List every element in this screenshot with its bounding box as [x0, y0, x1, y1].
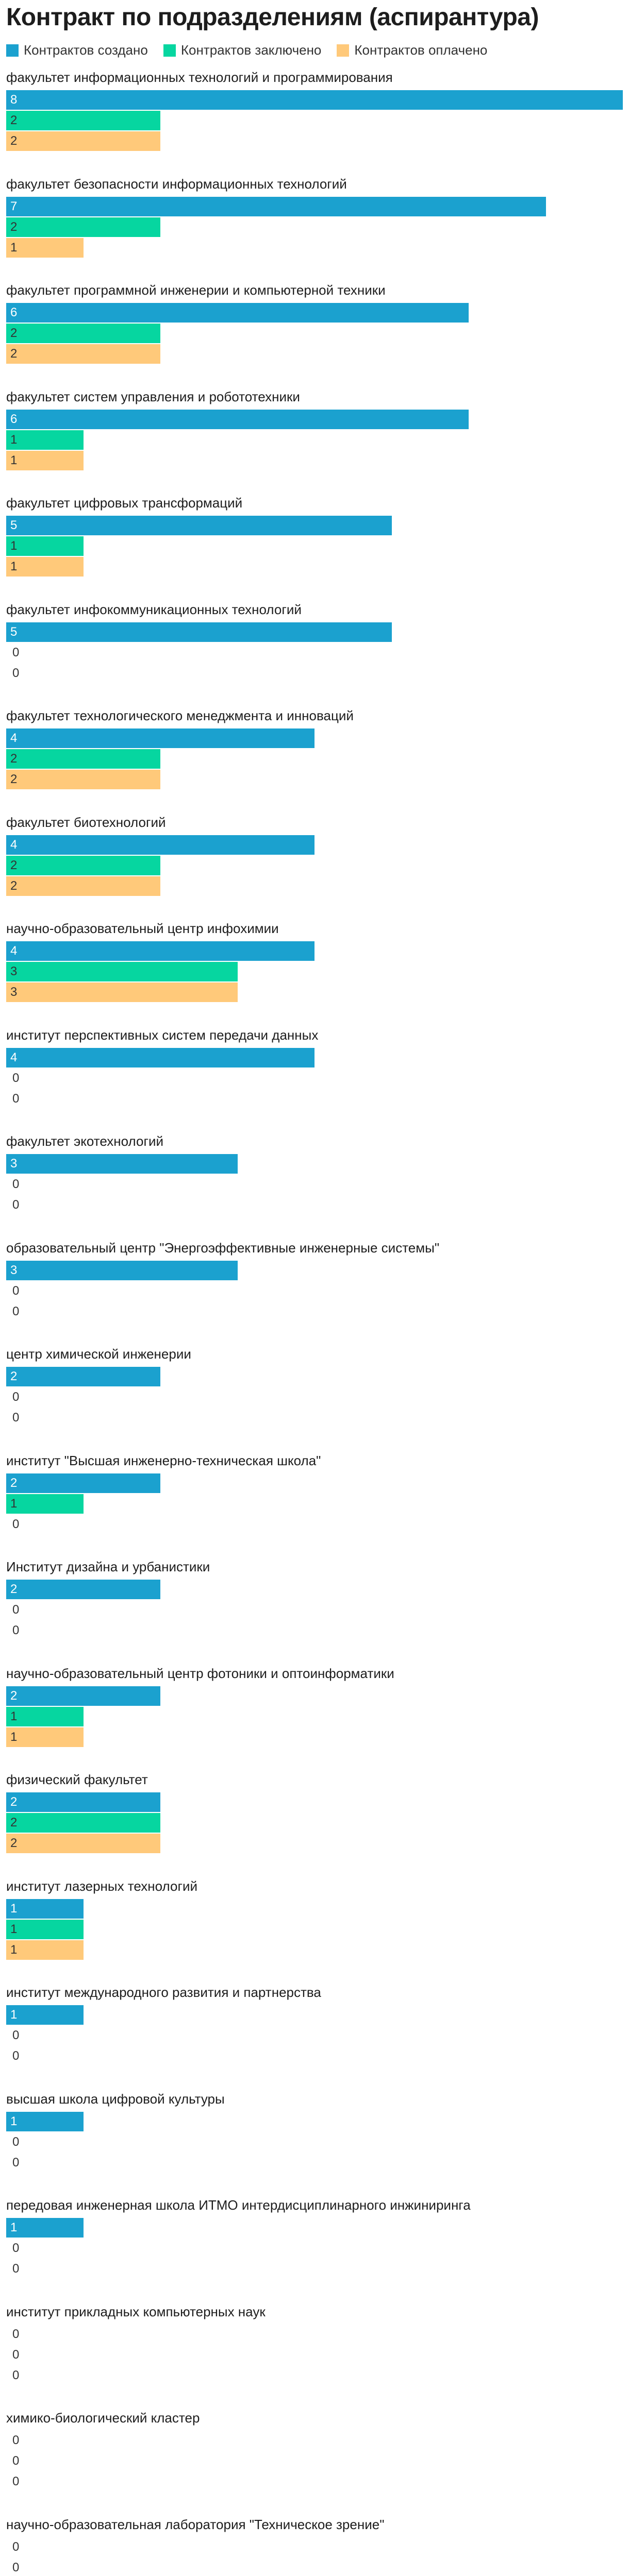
bar-row-paid: [6, 2366, 623, 2385]
bar-row-created: [6, 90, 623, 110]
bar-row-paid: [6, 1621, 623, 1640]
value-label-concluded: 0: [12, 2134, 20, 2149]
bar-row-created: [6, 2218, 623, 2238]
bar-row-created: [6, 410, 623, 429]
value-label-created: 4: [10, 1050, 18, 1064]
bar-row-paid: [6, 2046, 623, 2066]
bar-row-created: [6, 1899, 623, 1919]
category-label: центр химической инженерии: [6, 1346, 191, 1362]
value-label-created: 7: [10, 199, 18, 213]
category-label: физический факультет: [6, 1772, 148, 1787]
category-group: [6, 1346, 623, 1429]
bar-concluded: [6, 962, 238, 981]
value-label-concluded: 3: [10, 964, 18, 978]
category-group: [6, 2091, 623, 2174]
value-label-concluded: 0: [12, 2028, 20, 2042]
bar-row-paid: [6, 664, 623, 683]
value-label-paid: 2: [10, 347, 18, 361]
value-label-created: 2: [10, 1582, 18, 1596]
bar-row-concluded: [6, 430, 623, 450]
category-label: научно-образовательная лаборатория "Техническое зрение": [6, 2516, 385, 2532]
bar-paid: [6, 131, 160, 151]
category-label: передовая инженерная школа ИТМО интердисциплинарного инжиниринга: [6, 2197, 471, 2213]
bar-row-paid: [6, 2259, 623, 2279]
bar-concluded: [6, 1494, 84, 1514]
bar-row-created: [6, 1154, 623, 1174]
bar-concluded: [6, 536, 84, 556]
bar-row-created: [6, 2325, 623, 2344]
bar-row-paid: [6, 2472, 623, 2492]
category-group: [6, 602, 623, 684]
value-label-paid: 1: [10, 240, 18, 255]
value-label-paid: 0: [12, 1517, 20, 1531]
legend-label-created: Контрактов создано: [24, 42, 148, 58]
bar-row-concluded: [6, 2451, 623, 2471]
bar-row-concluded: [6, 1600, 623, 1620]
value-label-concluded: 1: [10, 432, 18, 447]
bar-row-concluded: [6, 643, 623, 663]
value-label-created: 1: [10, 2008, 18, 2022]
bar-concluded: [6, 1920, 84, 1939]
value-label-concluded: 0: [12, 1071, 20, 1085]
category-label: высшая школа цифровой культуры: [6, 2091, 225, 2107]
bar-row-paid: [6, 876, 623, 896]
bar-row-paid: [6, 1727, 623, 1747]
bar-row-paid: [6, 1408, 623, 1428]
value-label-paid: 0: [12, 2475, 20, 2488]
value-label-paid: 1: [10, 1942, 18, 1957]
bar-paid: [6, 876, 160, 896]
bar-row-paid: [6, 2153, 623, 2173]
category-label: научно-образовательный центр фотоники и оптоинформатики: [6, 1665, 394, 1681]
category-group: [6, 1559, 623, 1641]
value-label-concluded: 0: [12, 1603, 20, 1617]
value-label-concluded: 2: [10, 752, 18, 766]
value-label-paid: 2: [10, 878, 18, 893]
category-group: [6, 282, 623, 365]
category-label: факультет безопасности информационных технологий: [6, 176, 347, 192]
category-label: химико-биологический кластер: [6, 2410, 200, 2426]
bar-row-created: [6, 1580, 623, 1599]
bar-created: [6, 1261, 238, 1280]
category-group: [6, 1240, 623, 1323]
category-group: [6, 495, 623, 578]
bar-row-concluded: [6, 2345, 623, 2365]
category-group: [6, 815, 623, 897]
value-label-concluded: 2: [10, 858, 18, 872]
bar-row-concluded: [6, 536, 623, 556]
bar-row-paid: [6, 1515, 623, 1534]
bar-row-paid: [6, 1089, 623, 1109]
value-label-concluded: 0: [12, 1390, 20, 1404]
category-label: факультет экотехнологий: [6, 1133, 164, 1149]
bar-row-created: [6, 1792, 623, 1812]
category-label: институт международного развития и партнерства: [6, 1985, 321, 2000]
bar-created: [6, 303, 469, 323]
bar-row-concluded: [6, 1494, 623, 1514]
value-label-paid: 0: [12, 666, 20, 680]
bar-paid: [6, 982, 238, 1002]
bar-row-created: [6, 303, 623, 323]
value-label-paid: 0: [12, 2155, 20, 2170]
value-label-paid: 2: [10, 1836, 18, 1850]
bar-concluded: [6, 856, 160, 875]
category-label: научно-образовательный центр инфохимии: [6, 921, 279, 936]
bar-row-concluded: [6, 749, 623, 769]
category-group: [6, 1453, 623, 1535]
bar-paid: [6, 451, 84, 470]
value-label-paid: 0: [12, 1198, 20, 1212]
category-label: институт прикладных компьютерных наук: [6, 2303, 266, 2319]
value-label-created: 0: [12, 2539, 20, 2554]
category-group: [6, 2304, 623, 2386]
category-label: институт перспективных систем передачи данных: [6, 1027, 319, 1043]
bar-row-created: [6, 2005, 623, 2025]
value-label-concluded: 0: [12, 1177, 20, 1191]
category-label: факультет цифровых трансформаций: [6, 495, 243, 511]
bar-paid: [6, 1940, 84, 1960]
bar-created: [6, 941, 314, 961]
value-label-created: 1: [10, 1901, 18, 1916]
bar-created: [6, 1048, 314, 1067]
bar-row-paid: [6, 451, 623, 470]
value-label-concluded: 2: [10, 219, 18, 234]
bar-created: [6, 197, 546, 216]
value-label-concluded: 0: [12, 645, 20, 659]
bar-row-created: [6, 1367, 623, 1386]
value-label-created: 3: [10, 1263, 18, 1277]
value-label-created: 4: [10, 837, 18, 852]
category-label: институт "Высшая инженерно-техническая школа": [6, 1452, 321, 1468]
bar-created: [6, 2112, 84, 2131]
value-label-created: 0: [12, 2327, 20, 2341]
category-label: факультет систем управления и робототехники: [6, 388, 300, 404]
bar-row-paid: [6, 1195, 623, 1215]
value-label-paid: 2: [10, 772, 18, 786]
value-label-paid: 0: [12, 2368, 20, 2382]
category-group: [6, 1878, 623, 1961]
bar-row-concluded: [6, 2026, 623, 2045]
category-group: [6, 1985, 623, 2067]
bar-created: [6, 1367, 160, 1386]
value-label-concluded: 1: [10, 539, 18, 553]
bar-created: [6, 1580, 160, 1599]
value-label-concluded: 1: [10, 1709, 18, 1723]
value-label-paid: 1: [10, 560, 18, 573]
value-label-concluded: 0: [12, 1283, 20, 1298]
value-label-concluded: 2: [10, 1816, 18, 1829]
bar-row-created: [6, 1686, 623, 1706]
bar-row-created: [6, 1473, 623, 1493]
value-label-concluded: 0: [12, 2241, 20, 2255]
bar-row-concluded: [6, 1069, 623, 1088]
value-label-created: 3: [10, 1157, 18, 1171]
bar-paid: [6, 238, 84, 258]
bar-created: [6, 90, 623, 110]
value-label-paid: 0: [12, 1304, 20, 1318]
value-label-paid: 0: [12, 2262, 20, 2276]
bar-row-paid: [6, 131, 623, 151]
bar-row-concluded: [6, 962, 623, 981]
bar-concluded: [6, 111, 160, 130]
bar-created: [6, 1686, 160, 1706]
value-label-paid: 1: [10, 1730, 18, 1744]
value-label-created: 2: [10, 1476, 18, 1490]
legend-label-concluded: Контрактов заключено: [180, 42, 322, 58]
bar-created: [6, 835, 314, 855]
bar-row-concluded: [6, 1175, 623, 1194]
bar-row-paid: [6, 982, 623, 1002]
bar-row-created: [6, 1048, 623, 1067]
bar-created: [6, 728, 314, 748]
bar-created: [6, 410, 469, 429]
bar-row-concluded: [6, 856, 623, 875]
category-group: [6, 2410, 623, 2493]
value-label-created: 4: [10, 944, 18, 958]
bar-row-created: [6, 197, 623, 216]
bar-row-paid: [6, 1302, 623, 1321]
bar-created: [6, 516, 392, 535]
value-label-created: 5: [10, 624, 18, 639]
bar-row-paid: [6, 1940, 623, 1960]
value-label-created: 5: [10, 518, 18, 532]
value-label-concluded: 1: [10, 1922, 18, 1936]
bar-row-created: [6, 941, 623, 961]
bar-created: [6, 1154, 238, 1174]
value-label-created: 6: [10, 306, 18, 319]
value-label-concluded: 0: [12, 2347, 20, 2362]
bar-row-concluded: [6, 111, 623, 130]
bar-created: [6, 1899, 84, 1919]
category-label: факультет инфокоммуникационных технологий: [6, 601, 302, 617]
value-label-paid: 1: [10, 453, 18, 467]
category-group: [6, 1027, 623, 1110]
category-label: институт лазерных технологий: [6, 1878, 198, 1894]
category-group: [6, 1133, 623, 1216]
value-label-created: 6: [10, 412, 18, 426]
value-label-created: 2: [10, 1369, 18, 1383]
bar-row-concluded: [6, 324, 623, 343]
bar-concluded: [6, 324, 160, 343]
value-label-created: 0: [12, 2433, 20, 2447]
bar-row-concluded: [6, 217, 623, 237]
bar-row-concluded: [6, 2558, 623, 2576]
bar-paid: [6, 1727, 84, 1747]
value-label-created: 4: [10, 731, 18, 745]
category-label: факультет информационных технологий и программирования: [6, 70, 393, 85]
bar-row-concluded: [6, 1813, 623, 1833]
bar-row-concluded: [6, 2239, 623, 2258]
category-group: [6, 2517, 623, 2576]
bar-row-paid: [6, 1834, 623, 1853]
value-label-paid: 0: [12, 1411, 20, 1425]
value-label-concluded: 0: [12, 2454, 20, 2468]
value-label-concluded: 2: [10, 113, 18, 127]
bar-concluded: [6, 749, 160, 769]
bar-row-concluded: [6, 1281, 623, 1301]
bar-row-concluded: [6, 1387, 623, 1407]
bar-created: [6, 622, 392, 642]
value-label-paid: 3: [10, 985, 18, 999]
bar-row-created: [6, 2112, 623, 2131]
bar-row-paid: [6, 770, 623, 789]
bar-row-concluded: [6, 1920, 623, 1939]
value-label-concluded: 0: [12, 2560, 20, 2574]
category-group: [6, 708, 623, 790]
bar-row-created: [6, 2537, 623, 2557]
bar-created: [6, 1792, 160, 1812]
bar-row-created: [6, 622, 623, 642]
bar-created: [6, 2218, 84, 2238]
bar-row-created: [6, 516, 623, 535]
value-label-paid: 2: [10, 134, 18, 148]
value-label-concluded: 2: [10, 326, 18, 340]
chart-title: Контракт по подразделениям (аспирантура): [6, 4, 539, 31]
bar-concluded: [6, 430, 84, 450]
category-group: [6, 1666, 623, 1748]
value-label-created: 2: [10, 1688, 18, 1703]
category-group: [6, 1772, 623, 1854]
bar-row-paid: [6, 238, 623, 258]
value-label-created: 8: [10, 93, 18, 107]
value-label-paid: 0: [12, 2049, 20, 2063]
bar-row-created: [6, 1261, 623, 1280]
bar-row-paid: [6, 344, 623, 364]
bar-row-created: [6, 728, 623, 748]
bar-row-concluded: [6, 2132, 623, 2152]
category-group: [6, 389, 623, 471]
bar-row-paid: [6, 557, 623, 577]
value-label-created: 2: [10, 1795, 18, 1809]
bar-paid: [6, 1834, 160, 1853]
bar-row-created: [6, 2431, 623, 2450]
bar-paid: [6, 770, 160, 789]
bar-concluded: [6, 217, 160, 237]
category-group: [6, 176, 623, 259]
category-label: факультет технологического менеджмента и инноваций: [6, 708, 354, 723]
bar-row-concluded: [6, 1707, 623, 1726]
bar-created: [6, 1473, 160, 1493]
category-group: [6, 921, 623, 1003]
value-label-paid: 0: [12, 1623, 20, 1637]
legend-label-paid: Контрактов оплачено: [354, 42, 488, 58]
category-label: факультет программной инженерии и компьютерной техники: [6, 282, 386, 298]
category-label: факультет биотехнологий: [6, 814, 166, 830]
value-label-paid: 0: [12, 1091, 20, 1106]
value-label-created: 1: [10, 2221, 18, 2234]
bar-paid: [6, 344, 160, 364]
category-group: [6, 70, 623, 152]
category-group: [6, 2197, 623, 2280]
category-label: Институт дизайна и урбанистики: [6, 1559, 210, 1574]
value-label-created: 1: [10, 2114, 18, 2128]
category-label: образовательный центр "Энергоэффективные инженерные системы": [6, 1240, 440, 1256]
value-label-concluded: 1: [10, 1496, 18, 1511]
bar-concluded: [6, 1707, 84, 1726]
bar-created: [6, 2005, 84, 2025]
bar-paid: [6, 557, 84, 577]
bar-concluded: [6, 1813, 160, 1833]
bar-row-created: [6, 835, 623, 855]
